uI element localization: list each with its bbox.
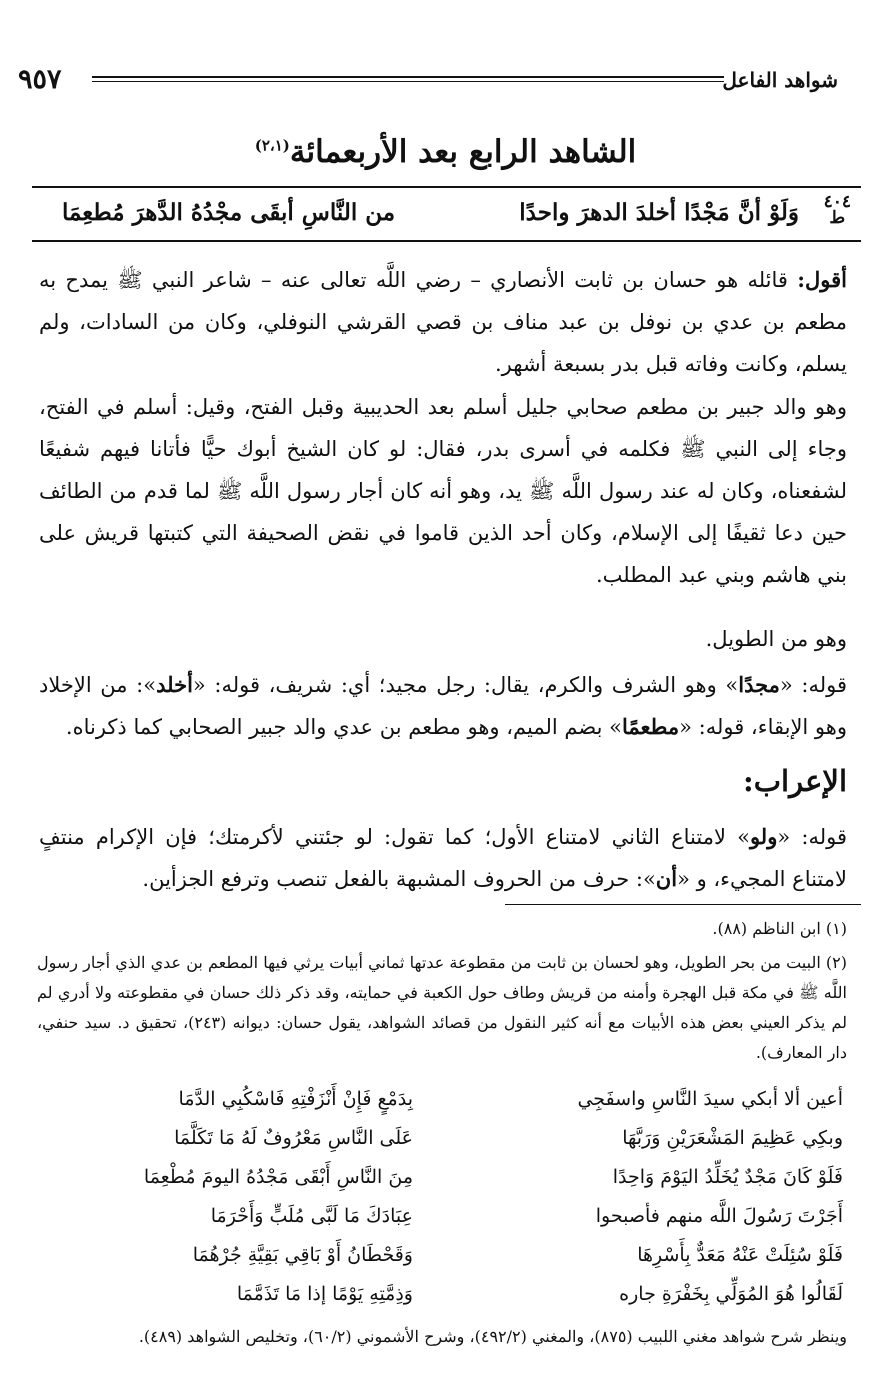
header-rule: [92, 76, 724, 78]
poem-line: [43, 1236, 843, 1275]
footnote-rule: [505, 904, 861, 905]
keyword: مطعمًا: [621, 714, 680, 739]
verse-rule: [32, 240, 861, 242]
paragraph-vocabulary: [39, 664, 847, 748]
irab-heading: الإعراب:: [743, 764, 847, 798]
references: وينظر شرح شواهد مغني اللبيب (٨٧٥)، والمغني (٤٩٢/٢)، وشرح الأشموني (٦٠/٢)، وتخليص الشواهد (٤٨٩).: [138, 1327, 847, 1346]
paragraph-irab: [39, 816, 847, 900]
poem-hemistich: بِدَمْعٍ فَإِنْ أَنْزَفْتِهِ فَاسْكُبِي الدَّمَا: [178, 1088, 413, 1110]
poem-line: [43, 1158, 843, 1197]
poem-line: [43, 1197, 843, 1236]
text-run: » بضم الميم، وهو مطعم بن عدي والد جبير الصحابي كما ذكرناه.: [65, 715, 622, 739]
section-title: [0, 134, 891, 170]
poem-hemistich: لَقَالُوا هُوَ المُوَلِّي بِخَفْرَةِ جاره: [619, 1283, 843, 1305]
paragraph-meter: وهو من الطويل.: [705, 627, 847, 651]
text-run: قوله: «: [779, 673, 848, 697]
verse-hemistich-second: من النَّاسِ أبقَى مجْدُهُ الدَّهرَ مُطعِمَا: [62, 199, 396, 226]
poem-hemistich: وبكِي عَظِيمَ المَشْعَرَيْنِ وَرَبَّهَا: [622, 1127, 843, 1149]
text-run: »: من الإخلاد وهو الإبقاء، قوله: «: [39, 673, 847, 739]
poem-hemistich: فَلَوْ سُئِلَتْ عَنْهُ مَعَدٌّ بِأَسْرِهَا: [637, 1244, 843, 1266]
poem-hemistich: وَذِمَّتِهِ يَوْمًا إذا مَا تَذَمَّمَا: [236, 1283, 413, 1305]
poem-hemistich: عِبَادَكَ مَا لَبَّى مُلَبٍّ وَأَحْرَمَا: [210, 1205, 413, 1227]
footnote-2: (٢) البيت من بحر الطويل، وهو لحسان بن ثابت من مقطوعة عدتها ثماني أبيات يرثي فيها المطعم بن عدي الذي أجار رسول اللَّه ﷺ في مكة قبل الهجرة وأمنه من قريش وطاف حول الكعبة في حمايته، وقد ذكر ذلك حسان في مقطوعته ولا أدري لم لم يذكر العيني بعض هذه الأبيات مع أنه كثير النقول من قصائد الشواهد، يقول حسان: ديوانه (٢٤٣)، تحقيق د. سيد حنفي، دار المعارف).: [37, 953, 848, 1062]
verse-number-letter: ط: [829, 208, 846, 228]
verse-number-digits: ٤٠٤: [823, 192, 851, 212]
text-run: »: حرف من الحروف المشبهة بالفعل تنصب وترفع الجزأين.: [142, 867, 656, 891]
page-header: [18, 64, 838, 94]
footnote-ref: (٢،١): [254, 136, 290, 155]
paragraph-text: قائله هو حسان بن ثابت الأنصاري – رضي اللَّه تعالى عنه – شاعر النبي ﷺ يمدح به مطعم بن عدي بن نوفل بن عبد مناف بن قصي القرشي النوفلي، وكان من السادات، ولم يسلم، وكانت وفاته قبل بدر بسبعة أشهر.: [39, 268, 847, 376]
paragraph-biography: وهو والد جبير بن مطعم صحابي جليل أسلم بعد الحديبية وقبل الفتح، وقيل: أسلم في الفتح، وجاء إلى النبي ﷺ فكلمه في أسرى بدر، فقال: لو كان الشيخ أبوك حيًّا فأتانا فيهم شفيعًا لشفعناه، وكان له عند رسول اللَّه ﷺ يد، وهو أنه كان أجار رسول اللَّه ﷺ لما قدم من الطائف حين دعا ثقيفًا إلى الإسلام، وكان أحد الذين قاموا في نقض الصحيفة التي كتبتها قريش على بني هاشم وبني عبد المطلب.: [39, 395, 847, 587]
verse-number: [824, 194, 851, 226]
poem-line: [43, 1275, 843, 1314]
paragraph-author: [39, 259, 847, 385]
text-run: قوله: «: [777, 825, 847, 849]
poem-hemistich: أَجَرْتَ رَسُولَ اللَّه منهم فأصبحوا: [595, 1205, 843, 1227]
text-run: » لامتناع الثاني لامتناع الأول؛ كما تقول: لو جئتني لأكرمتك؛ فإن الإكرام منتفٍ لامتناع المجيء، و «: [39, 825, 847, 891]
footnote-1: (١) ابن الناظم (٨٨).: [712, 919, 847, 938]
poem: [43, 1080, 843, 1314]
paragraph-label: أقول:: [797, 267, 847, 292]
page-number: ٩٥٧: [18, 64, 62, 95]
poem-line: [43, 1119, 843, 1158]
section-title-text: الشاهد الرابع بعد الأربعمائة: [289, 134, 637, 170]
poem-hemistich: فَلَوْ كَانَ مَجْدٌ يُخَلِّدُ اليَوْمَ وَاحِدًا: [612, 1166, 843, 1188]
keyword: ولو: [749, 824, 778, 849]
header-rule: [92, 81, 724, 82]
keyword: مجدًا: [738, 672, 780, 697]
poem-hemistich: عَلَى النَّاسِ مَعْرُوفٌ لَهُ مَا تَكَلَّمَا: [174, 1127, 413, 1149]
text-run: » وهو الشرف والكرم، يقال: رجل مجيد؛ أي: شريف، قوله: «: [192, 673, 739, 697]
poem-line: [43, 1080, 843, 1119]
poem-hemistich: أعين ألا أبكي سيدَ النَّاسِ واسفَجِي: [577, 1088, 843, 1110]
keyword: أخلد: [156, 672, 193, 697]
keyword: أن: [655, 866, 678, 891]
running-head: شواهد الفاعل: [722, 68, 838, 92]
verse-hemistich-first: وَلَوْ أنَّ مَجْدًا أخلدَ الدهرَ واحدًا: [519, 199, 799, 226]
poem-hemistich: مِنَ النَّاسِ أَبْقَى مَجْدُهُ اليومَ مُطْعِمَا: [143, 1166, 413, 1188]
verse-rule: [32, 186, 861, 188]
poem-hemistich: وَقَحْطَانُ أَوْ بَاقِي بَقِيَّةِ جُرْهُمَا: [192, 1244, 413, 1266]
